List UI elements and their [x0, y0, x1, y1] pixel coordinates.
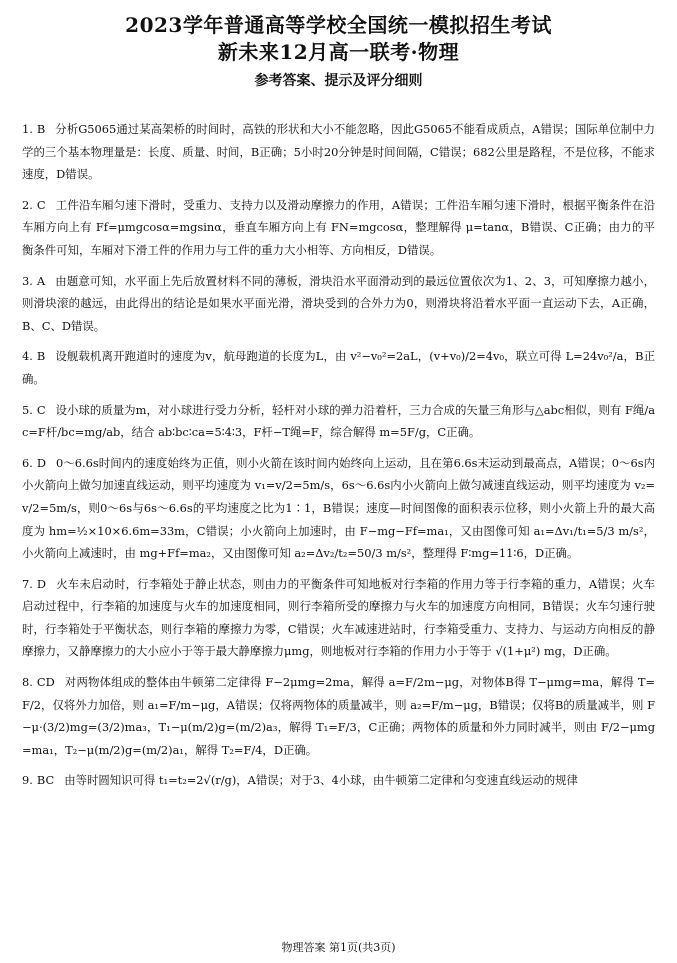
answer-key: B [36, 122, 46, 136]
answer-key: C [36, 197, 46, 212]
answer-key: C [36, 402, 46, 417]
exam-title: 2023学年普通高等学校全国统一模拟招生考试 [125, 13, 552, 37]
answer-item-5 [22, 399, 655, 444]
answer-number: 3. [22, 273, 33, 288]
answer-item-4 [22, 345, 655, 390]
answer-list [22, 118, 655, 792]
answer-item-1 [22, 118, 655, 186]
answer-key: BC [36, 773, 55, 788]
answer-explanation: 对两物体组成的整体由牛顿第二定律得 F−2μmg=2ma，解得 a=F/2m−μg，对物体B得 T−μmg=ma，解得 T=F/2，仅将外力加倍，则 a₁=F/m−μg，A错误；仅将两物体的质量减半，则 a₂=F/m−μg，B错误；仅将B的质量减半，则 F−μ·(3/2)mg=(3/2)ma₃，T₁−μ(m/2)g=(m/2)a₃，解得 T₁=F/3，C正确；两物体的质量和外力同时减半，则由 F/2−μmg=ma₁，T₂−μ(m/2)g=(m/2)a₁，解得 T₂=F/4，D正确。 [22, 675, 655, 757]
answer-explanation: 由等时圆知识可得 t₁=t₂=2√(r/g)，A错误；对于3、4小球，由牛顿第二定律和匀变速直线运动的规律 [64, 773, 578, 788]
answer-number: 5. [22, 402, 33, 417]
answer-item-8 [22, 671, 655, 761]
answer-key: D [36, 576, 47, 591]
answer-item-2 [22, 194, 655, 262]
answer-item-6 [22, 452, 655, 565]
answer-explanation: 设舰载机离开跑道时的速度为v，航母跑道的长度为L，由 v²−v₀²=2aL，(v+v₀)/2=4v₀，联立可得 L=24v₀²/a，B正确。 [22, 349, 655, 386]
section-heading: 参考答案、提示及评分细则 [254, 73, 423, 89]
answer-key: D [36, 455, 47, 470]
exam-subtitle: 新未来12月高一联考·物理 [217, 40, 460, 64]
answer-number: 8. [22, 675, 33, 690]
answer-explanation: 工件沿车厢匀速下滑时，受重力、支持力以及滑动摩擦力的作用，A错误；工件沿车厢匀速下滑时，根据平衡条件在沿车厢方向上有 Ff=μmgcosα=mgsinα，垂直车厢方向上有 FN=mgcosα，整理解得 μ=tanα，B错误、C正确；由力的平衡条件可知，车厢对下滑工件的作用力与工件的重力大小相等、方向相反，D错误。 [22, 197, 655, 257]
answer-number: 7. [22, 576, 33, 591]
answer-number: 1. [22, 122, 33, 136]
answer-explanation: 0～6.6s时间内的速度始终为正值，则小火箭在该时间内始终向上运动，且在第6.6s末运动到最高点，A错误；0～6s内小火箭向上做匀加速直线运动，则平均速度为 v₁=v/2=5m/s，6s～6.6s内小火箭向上做匀减速直线运动，则平均速度为 v₂=v/2=5m/s，则0～6s与6s～6.6s的平均速度之比为1∶1，B错误；速度—时间图像的面积表示位移，则小火箭上升的最大高度为 hm=½×10×6.6m=33m，C错误；小火箭向上加速时，由 F−mg−Ff=ma₁，又由图像可知 a₁=Δv₁/t₁=5/3 m/s²，小火箭向上减速时，由 mg+Ff=ma₂，又由图像可知 a₂=Δv₂/t₂=50/3 m/s²，整理得 F∶mg=11∶6，D正确。 [22, 455, 655, 561]
answer-key: B [36, 349, 46, 364]
answer-key: A [36, 273, 46, 288]
answer-explanation: 火车未启动时，行李箱处于静止状态，则由力的平衡条件可知地板对行李箱的作用力等于行李箱的重力，A错误；火车启动过程中，行李箱的加速度与火车的加速度相同，则行李箱所受的摩擦力与火车的加速度方向相同，B错误；火车匀速行驶时，行李箱处于平衡状态，则行李箱的摩擦力为零，C错误；火车减速进站时，行李箱受重力、支持力、与运动方向相反的静摩擦力，又静摩擦力的大小应小于等于最大静摩擦力μmg，则地板对行李箱的作用力小于等于 √(1+μ²) mg，D正确。 [22, 576, 655, 659]
answer-item-3 [22, 270, 655, 338]
answer-explanation: 由题意可知，水平面上先后放置材料不同的薄板，滑块沿水平面滑动到的最远位置依次为1、2、3，可知摩擦力越小，则滑块滚的越远，由此得出的结论是如果水平面光滑，滑块受到的合外力为0，则滑块将沿着水平面一直运动下去，A正确，B、C、D错误。 [22, 273, 655, 333]
answer-explanation: 设小球的质量为m，对小球进行受力分析，轻杆对小球的弹力沿着杆，三力合成的矢量三角形与△abc相似，则有 F绳/ac=F杆/bc=mg/ab，结合 ab∶bc∶ca=5∶4∶3，F杆−T绳=F，综合解得 m=5F/g，C正确。 [22, 402, 655, 440]
answer-number: 4. [22, 349, 33, 364]
answer-number: 2. [22, 197, 33, 212]
answer-number: 9. [22, 773, 33, 788]
answer-explanation: 分析G5065通过某高架桥的时间时，高铁的形状和大小不能忽略，因此G5065不能看成质点，A错误；国际单位制中力学的三个基本物理量是：长度、质量、时间，B正确；5小时20分钟是时间间隔，C错误；682公里是路程，不是位移，不能求速度，D错误。 [22, 122, 655, 182]
answer-number: 6. [22, 455, 33, 470]
answer-key: CD [36, 675, 55, 690]
answer-item-7 [22, 573, 655, 663]
answer-item-9 [22, 769, 655, 792]
page-footer: 物理答案 第1页(共3页) [281, 941, 396, 954]
